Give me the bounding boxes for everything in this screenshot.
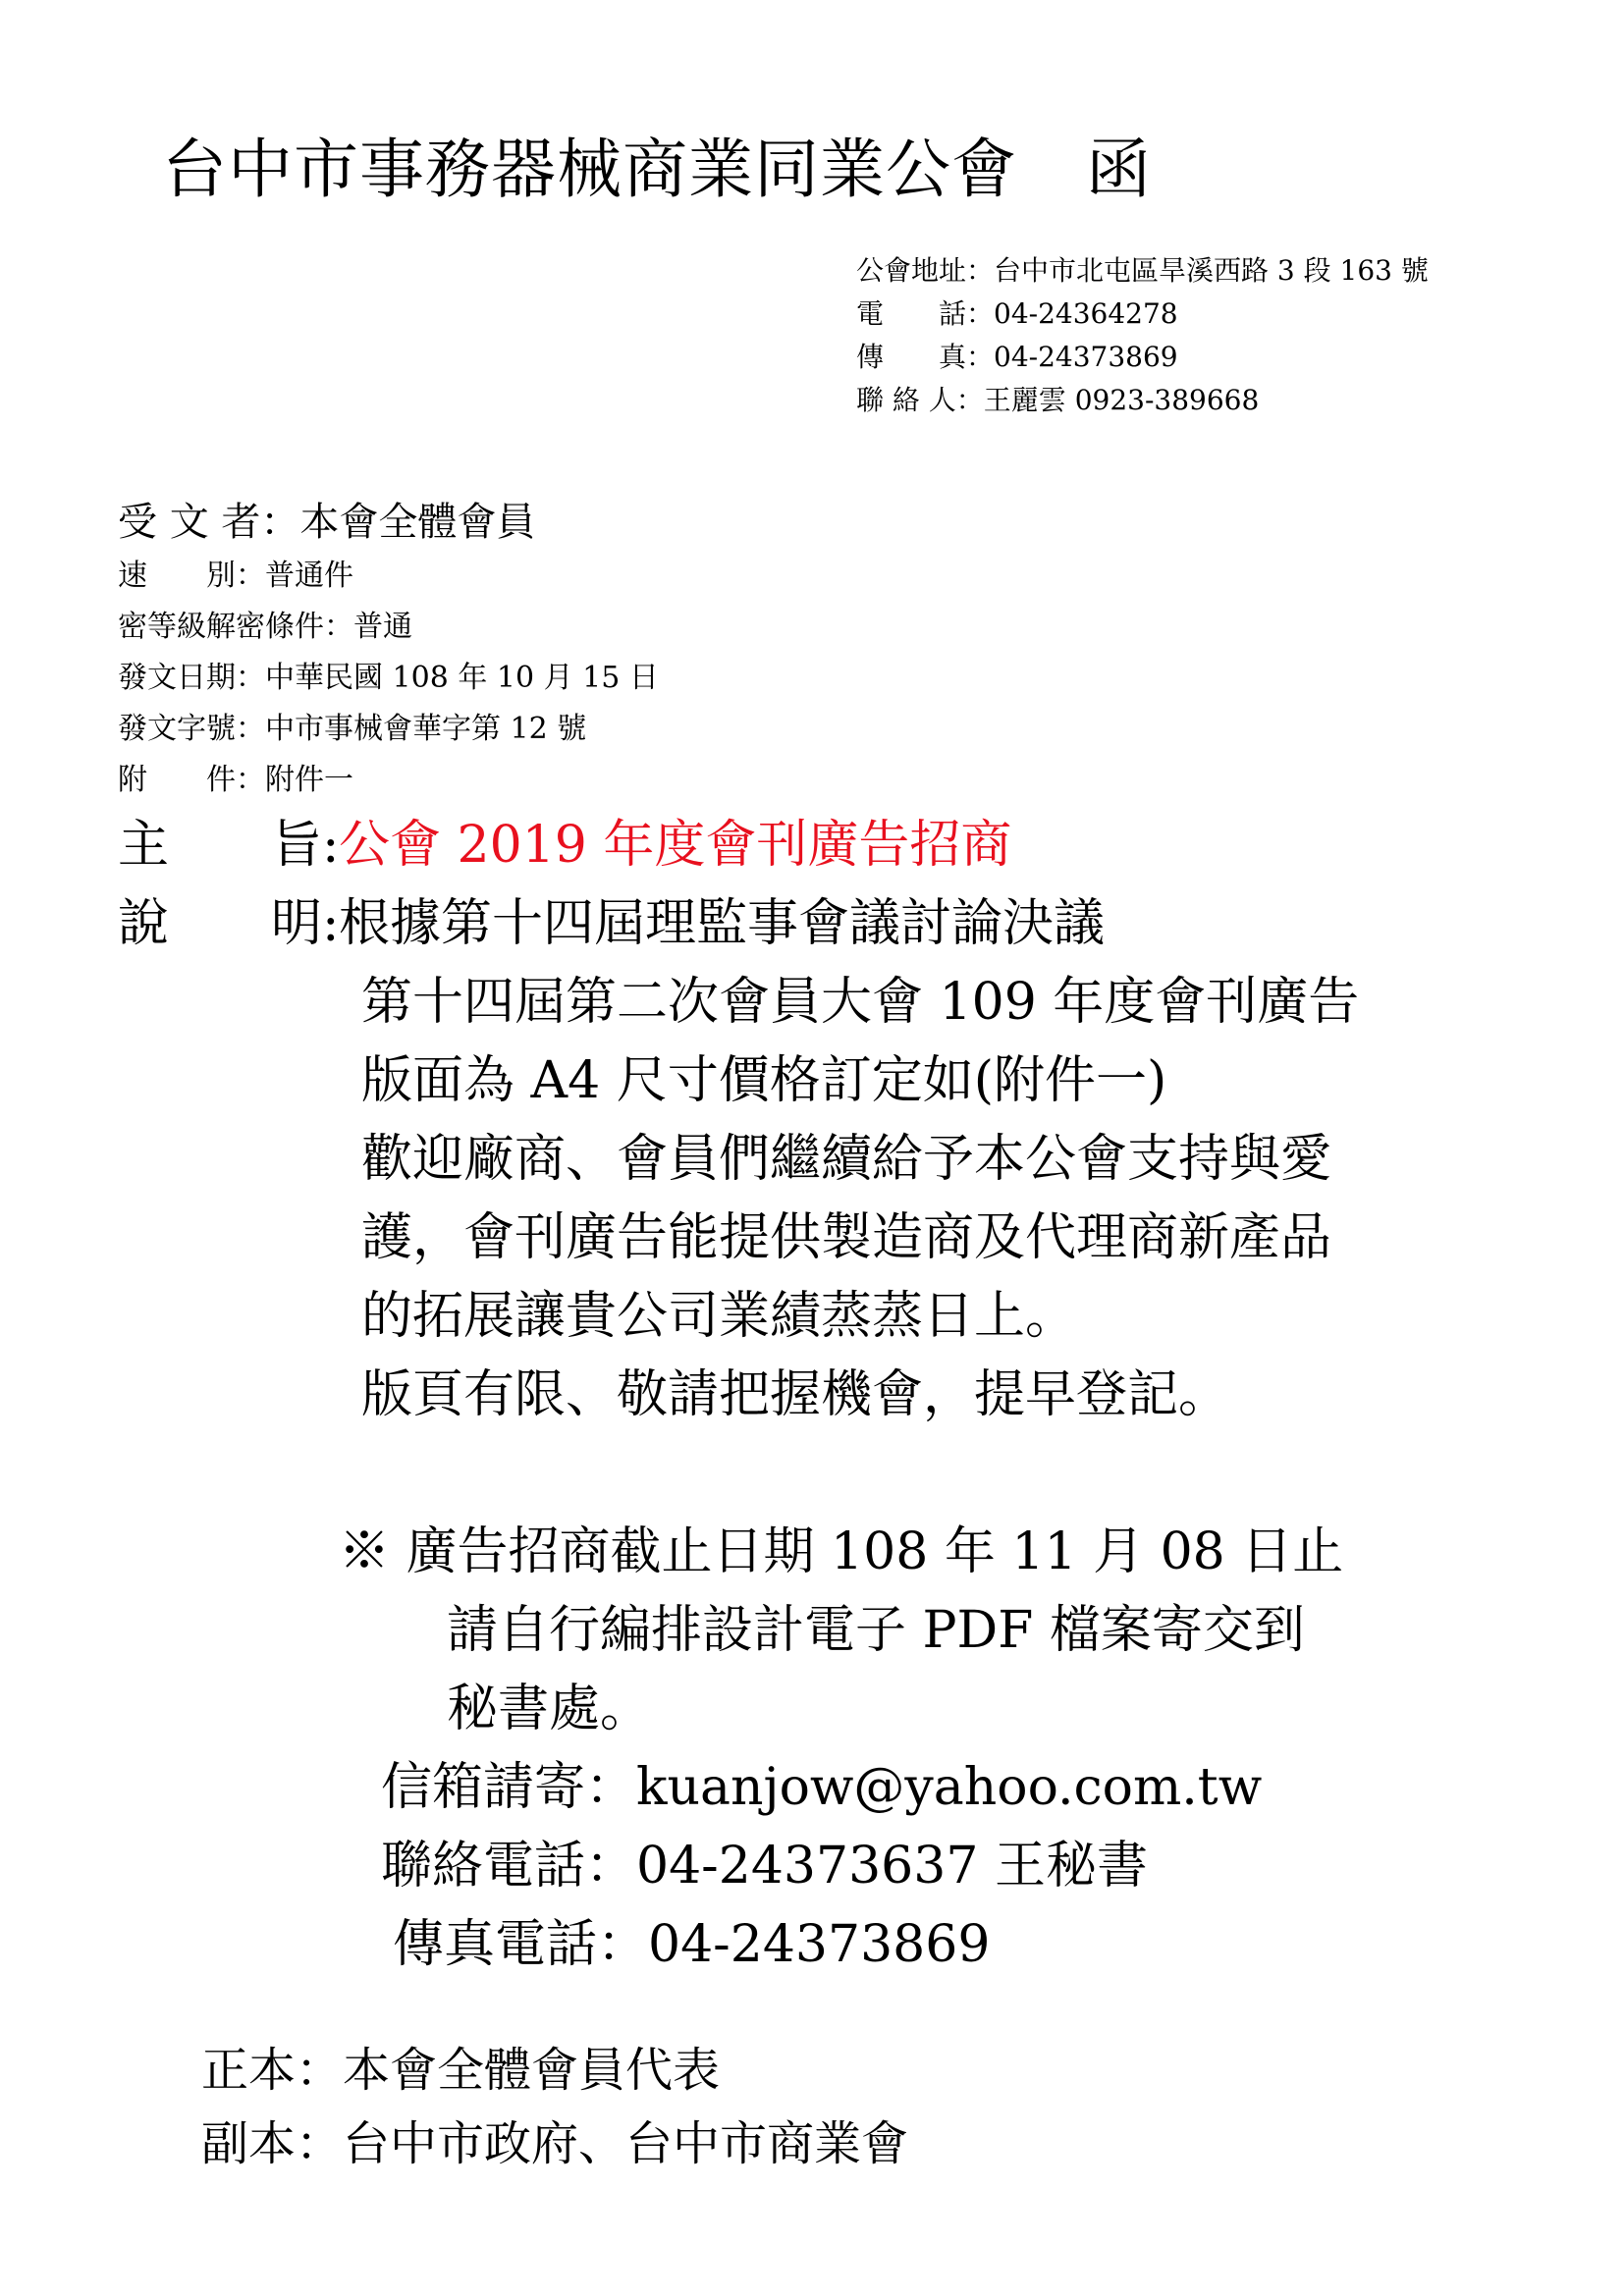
- org-name: 台中市事務器械商業同業公會: [162, 132, 1017, 207]
- description-row: [118, 894, 1106, 953]
- attachment: 附 件：附件一: [118, 763, 353, 797]
- issue-date: 發文日期：中華民國 108 年 10 月 15 日: [118, 661, 659, 695]
- description-line: 的拓展讓貴公司業績蒸蒸日上。: [361, 1287, 1077, 1346]
- doc-type: 函: [1086, 132, 1152, 207]
- description-line: 第十四屆第二次會員大會 109 年度會刊廣告: [361, 973, 1360, 1032]
- contact-email: 信箱請寄：kuanjow@yahoo.com.tw: [381, 1758, 1263, 1817]
- subject-text: 公會 2019 年度會刊廣告招商: [339, 816, 1012, 875]
- contact-address: 公會地址：台中市北屯區旱溪西路 3 段 163 號: [856, 254, 1429, 287]
- doc-number: 發文字號：中市事械會華字第 12 號: [118, 712, 587, 746]
- description-first-line: 根據第十四屆理監事會議討論決議: [339, 894, 1106, 953]
- contact-fax-secretary: 傳真電話：04-24373869: [393, 1915, 991, 1974]
- contact-phone: 電 話：04-24364278: [856, 297, 1178, 330]
- recipient: 受 文 者：本會全體會員: [118, 500, 536, 545]
- original-distribution: 正本：本會全體會員代表: [201, 2043, 721, 2098]
- submission-target: 秘書處。: [447, 1680, 652, 1738]
- copy-distribution: 副本：台中市政府、台中市商業會: [201, 2116, 909, 2171]
- contact-fax: 傳 真：04-24373869: [856, 341, 1178, 373]
- subject-row: [118, 816, 1012, 875]
- subject-label: 主 旨:: [118, 816, 340, 875]
- submission-instructions: 請自行編排設計電子 PDF 檔案寄交到: [447, 1601, 1305, 1660]
- description-line: 歡迎廠商、會員們繼續給予本公會支持與愛: [361, 1130, 1332, 1189]
- description-line: 版面為 A4 尺寸價格訂定如(附件一): [361, 1051, 1167, 1110]
- contact-person: 聯 絡 人：王麗雲 0923-389668: [856, 384, 1260, 416]
- description-label: 說 明:: [118, 894, 340, 953]
- deadline-notice: ※ 廣告招商截止日期 108 年 11 月 08 日止: [339, 1522, 1344, 1581]
- security-level: 密等級解密條件：普通: [118, 610, 412, 644]
- description-line: 版頁有限、敬請把握機會，提早登記。: [361, 1365, 1230, 1424]
- contact-phone-secretary: 聯絡電話：04-24373637 王秘書: [381, 1837, 1148, 1896]
- speed: 速 別：普通件: [118, 559, 353, 593]
- letterhead-title: [162, 132, 1152, 207]
- description-line: 護，會刊廣告能提供製造商及代理商新產品: [361, 1208, 1332, 1267]
